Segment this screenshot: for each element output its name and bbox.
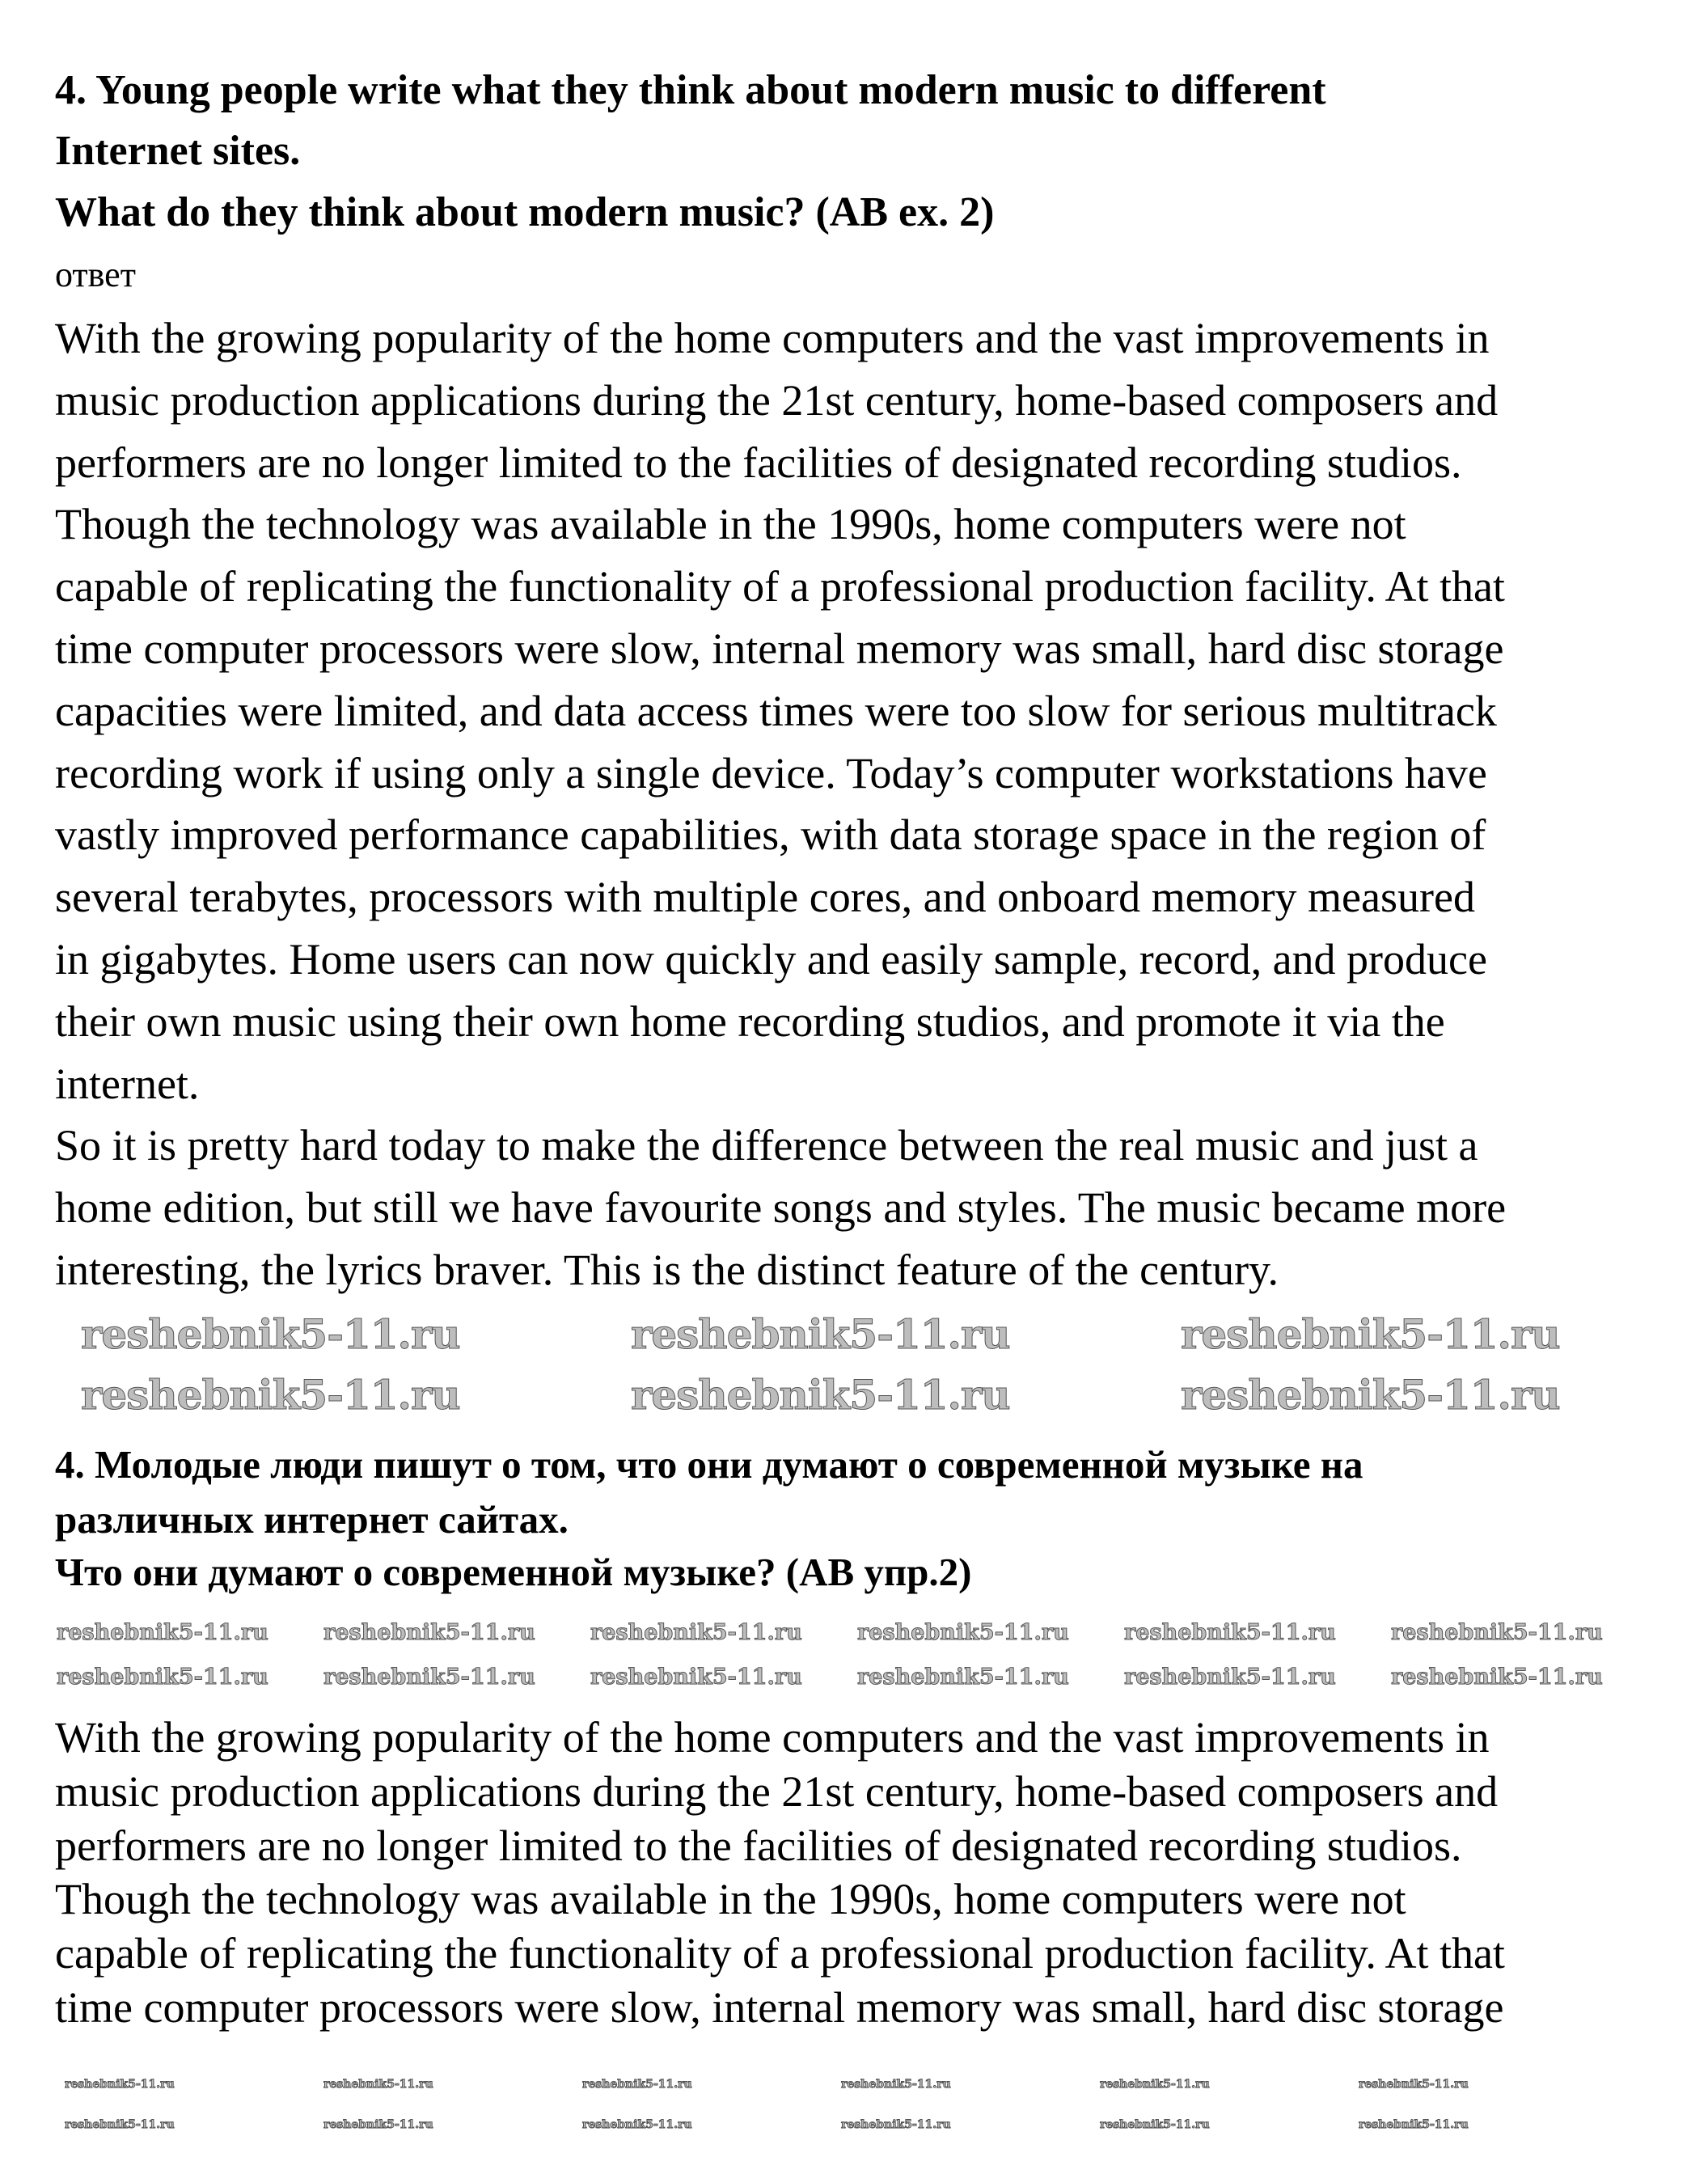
watermark: reshebnik5-11.ru <box>1100 2078 1210 2091</box>
watermark: reshebnik5-11.ru <box>65 2078 175 2091</box>
watermark: reshebnik5-11.ru <box>841 2078 951 2091</box>
watermark: reshebnik5-11.ru <box>57 1620 268 1645</box>
watermark: reshebnik5-11.ru <box>582 2078 692 2091</box>
watermark: reshebnik5-11.ru <box>631 1310 1010 1358</box>
english-heading-line: 4. Young people write what they think about modern music to different <box>55 67 1326 113</box>
watermark: reshebnik5-11.ru <box>631 1371 1010 1419</box>
russian-heading-line: 4. Молодые люди пишут о том, что они думают о современной музыке на <box>55 1442 1363 1487</box>
watermark: reshebnik5-11.ru <box>857 1620 1069 1645</box>
english-heading-line: What do they think about modern music? (AB ex. 2) <box>55 189 995 235</box>
english-body-line: performers are no longer limited to the facilities of designated recording studios. <box>55 438 1462 487</box>
english-body-line: home edition, but still we have favourite songs and styles. The music became more <box>55 1183 1507 1232</box>
watermark: reshebnik5-11.ru <box>1181 1371 1560 1419</box>
english-body-line: capable of replicating the functionality of a professional production facility. At that <box>55 562 1505 611</box>
russian-body-line: time computer processors were slow, internal memory was small, hard disc storage <box>55 1983 1504 2032</box>
russian-body-line: With the growing popularity of the home computers and the vast improvements in <box>55 1713 1490 1762</box>
russian-body-line: music production applications during the 21st century, home-based composers and <box>55 1767 1499 1816</box>
english-body-line: So it is pretty hard today to make the difference between the real music and just a <box>55 1121 1478 1170</box>
english-body-line: time computer processors were slow, internal memory was small, hard disc storage <box>55 624 1504 673</box>
english-body-line: internet. <box>55 1060 200 1108</box>
english-body-line: interesting, the lyrics braver. This is the distinct feature of the century. <box>55 1246 1279 1294</box>
watermark: reshebnik5-11.ru <box>857 1665 1069 1690</box>
watermark: reshebnik5-11.ru <box>590 1665 802 1690</box>
russian-body-line: Though the technology was available in the 1990s, home computers were not <box>55 1875 1406 1923</box>
watermark: reshebnik5-11.ru <box>323 2118 433 2131</box>
watermark: reshebnik5-11.ru <box>1359 2078 1469 2091</box>
watermark: reshebnik5-11.ru <box>841 2118 951 2131</box>
watermark: reshebnik5-11.ru <box>57 1665 268 1690</box>
watermark: reshebnik5-11.ru <box>590 1620 802 1645</box>
english-body-line: recording work if using only a single device. Today’s computer workstations have <box>55 749 1487 797</box>
watermark: reshebnik5-11.ru <box>323 1620 535 1645</box>
english-body-line: music production applications during the 21st century, home-based composers and <box>55 376 1499 425</box>
watermark: reshebnik5-11.ru <box>323 1665 535 1690</box>
watermark: reshebnik5-11.ru <box>1124 1665 1336 1690</box>
watermark: reshebnik5-11.ru <box>582 2118 692 2131</box>
watermark: reshebnik5-11.ru <box>323 2078 433 2091</box>
watermark: reshebnik5-11.ru <box>1359 2118 1469 2131</box>
watermark: reshebnik5-11.ru <box>65 2118 175 2131</box>
watermark: reshebnik5-11.ru <box>81 1371 460 1419</box>
answer-label: ответ <box>55 255 136 294</box>
russian-body-line: performers are no longer limited to the facilities of designated recording studios. <box>55 1821 1462 1870</box>
watermark: reshebnik5-11.ru <box>1391 1665 1603 1690</box>
watermark: reshebnik5-11.ru <box>81 1310 460 1358</box>
english-body-line: vastly improved performance capabilities, with data storage space in the region of <box>55 810 1486 859</box>
russian-heading-line: различных интернет сайтах. <box>55 1497 569 1542</box>
english-body-line: in gigabytes. Home users can now quickly and easily sample, record, and produce <box>55 935 1487 984</box>
watermark: reshebnik5-11.ru <box>1124 1620 1336 1645</box>
english-body-line: their own music using their own home recording studios, and promote it via the <box>55 997 1445 1046</box>
russian-body-line: capable of replicating the functionality of a professional production facility. At that <box>55 1929 1505 1978</box>
watermark: reshebnik5-11.ru <box>1100 2118 1210 2131</box>
english-body-line: With the growing popularity of the home computers and the vast improvements in <box>55 314 1490 362</box>
english-body-line: capacities were limited, and data access times were too slow for serious multitrack <box>55 687 1497 735</box>
watermark: reshebnik5-11.ru <box>1181 1310 1560 1358</box>
english-body-line: several terabytes, processors with multiple cores, and onboard memory measured <box>55 873 1475 921</box>
watermark: reshebnik5-11.ru <box>1391 1620 1603 1645</box>
english-body-line: Though the technology was available in the 1990s, home computers were not <box>55 500 1406 548</box>
russian-heading-line: Что они думают о современной музыке? (AB упр.2) <box>55 1550 972 1594</box>
english-heading-line: Internet sites. <box>55 128 301 174</box>
